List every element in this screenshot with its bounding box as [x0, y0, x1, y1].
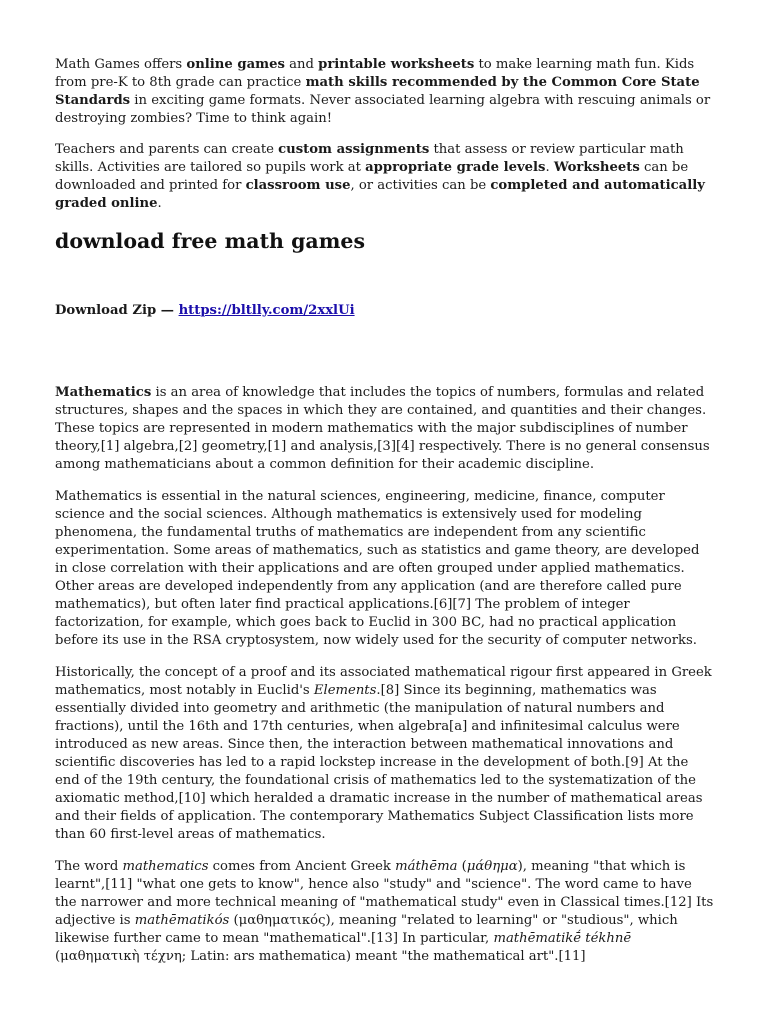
- text-run: .: [545, 160, 554, 175]
- text-run: comes from Ancient Greek: [208, 859, 396, 874]
- intro-paragraph-1: [55, 56, 715, 128]
- text-run: (μαθηματικὴ τέχνη; Latin: ars mathematica) meant "the mathematical art".[11]: [55, 949, 586, 964]
- page-heading: download free math games: [55, 229, 365, 253]
- bold-run: printable worksheets: [318, 57, 475, 72]
- text-run: .: [157, 196, 162, 211]
- italic-run: mathēmatikós: [134, 913, 230, 928]
- text-run: , or activities can be: [350, 178, 491, 193]
- mathematics-paragraph-3: [55, 664, 715, 844]
- text-run: Teachers and parents can create: [55, 142, 279, 157]
- text-run: ), meaning "that which is learnt",[11] "what one gets to know", hence also "study" and "science". The word came to have the narrower and more technical meaning of "mathematical study" even in Classical times.[12] Its adjective is: [55, 859, 714, 928]
- text-run: (: [457, 859, 467, 874]
- bold-run: math skills recommended by the Common Core State Standards: [55, 75, 700, 108]
- italic-run: mathematics: [122, 859, 209, 874]
- italic-run: mathēmatikḗ tékhnē: [493, 931, 632, 946]
- bold-run: completed and automatically graded online: [55, 178, 705, 211]
- bold-run: online games: [186, 57, 285, 72]
- italic-run: máthēma: [395, 859, 458, 874]
- text-run: to make learning math fun. Kids from pre-K to 8th grade can practice: [55, 57, 695, 90]
- text-run: and: [284, 57, 319, 72]
- text-run: (μαθηματικός), meaning "related to learning" or "studious", which likewise further came to mean "mathematical".[13] In particular,: [55, 913, 678, 946]
- text-run: .[8] Since its beginning, mathematics was essentially divided into geometry and arithmetic (the manipulation of natural numbers and fractions), until the 16th and 17th centuries, when algebra[a] and infinitesimal calculus were introduced as new areas. Since then, the interaction between mathematical innovations and scientific discoveries has led to a rapid lockstep increase in the development of both.[9] At the end of the 19th century, the foundational crisis of mathematics led to the systematization of the axiomatic method,[10] which heralded a dramatic increase in the number of mathematical areas and their fields of application. The contemporary Mathematics Subject Classification lists more than 60 first-level areas of mathematics.: [55, 683, 703, 842]
- bold-run: Worksheets: [553, 160, 640, 175]
- text-run: can be downloaded and printed for: [55, 160, 689, 193]
- download-label: Download Zip —: [55, 303, 179, 318]
- bold-run: Mathematics: [55, 385, 152, 400]
- bold-run: custom assignments: [278, 142, 430, 157]
- mathematics-paragraph-2: Mathematics is essential in the natural sciences, engineering, medicine, finance, computer science and the social sciences. Although mathematics is extensively used for modeling phenomena, the fundamental truths of mathematics are independent from any scientific experimentation. Some areas of mathematics, such as statistics and game theory, are developed in close correlation with their applications and are often grouped under applied mathematics. Other areas are developed independently from any application (and are therefore called pure mathematics), but often later find practical applications.[6][7] The problem of integer factorization, for example, which goes back to Euclid in 300 BC, had no practical application before its use in the RSA cryptosystem, now widely used for the security of computer networks.: [55, 489, 700, 648]
- bold-run: appropriate grade levels: [365, 160, 546, 175]
- download-link[interactable]: https://bltlly.com/2xxlUi: [178, 303, 355, 318]
- text-run: is an area of knowledge that includes the topics of numbers, formulas and related structures, shapes and the spaces in which they are contained, and quantities and their changes. These topics are represented in modern mathematics with the major subdisciplines of number theory,[1] algebra,[2] geometry,[1] and analysis,[3][4] respectively. There is no general consensus among mathematicians about a common definition for their academic discipline.: [55, 385, 710, 472]
- text-run: The word: [55, 859, 123, 874]
- text-run: in exciting game formats. Never associated learning algebra with rescuing animals or destroying zombies? Time to think again!: [55, 93, 711, 126]
- italic-run: Elements: [313, 683, 377, 698]
- text-run: that assess or review particular math skills. Activities are tailored so pupils work at: [55, 142, 684, 175]
- italic-run: μάθημα: [466, 859, 518, 874]
- text-run: Math Games offers: [55, 57, 187, 72]
- intro-paragraph-2: [55, 141, 715, 213]
- text-run: Historically, the concept of a proof and its associated mathematical rigour first appeared in Greek mathematics, most notably in Euclid's: [55, 665, 712, 698]
- mathematics-paragraph-4: [55, 858, 715, 966]
- mathematics-paragraph-1: [55, 384, 715, 474]
- bold-run: classroom use: [245, 178, 351, 193]
- download-line: [55, 302, 715, 320]
